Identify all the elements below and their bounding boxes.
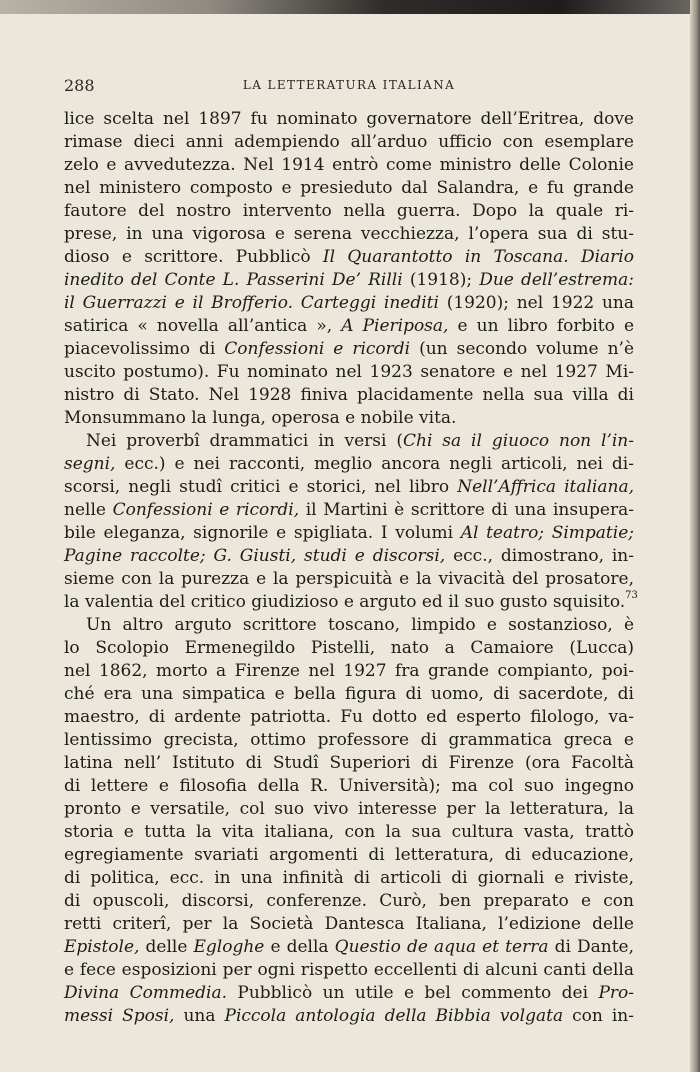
running-head: LA LETTERATURA ITALIANA <box>242 78 456 92</box>
text-segment: bile eleganza, signorile e spigliata. I volumi <box>64 523 461 543</box>
text-line <box>64 752 634 775</box>
page-right-edge <box>690 0 700 1072</box>
text-segment: pronto e versatile, col suo vivo interesse per la letteratura, la <box>64 799 634 819</box>
text-line <box>64 798 634 821</box>
text-line <box>64 844 634 867</box>
text-line <box>64 384 634 407</box>
text-segment: Nei proverbî drammatici in versi ( <box>86 431 403 451</box>
text-segment: una <box>174 1006 225 1026</box>
italic-text: Divina Commedia. <box>64 983 227 1003</box>
text-line <box>64 200 634 223</box>
text-segment: maestro, di ardente patriotta. Fu dotto ed esperto filologo, va- <box>64 707 634 727</box>
text-segment: (1918); <box>402 270 480 290</box>
text-segment: lice scelta nel 1897 fu nominato governatore dell’Eritrea, dove <box>64 109 634 129</box>
text-segment: ecc., dimostrano, in- <box>445 546 634 566</box>
text-line <box>64 269 634 292</box>
text-line <box>64 568 634 591</box>
italic-text: il Guerrazzi e il Brofferio. Carteggi inediti <box>64 293 439 313</box>
text-segment: (1920); nel 1922 una <box>438 293 634 313</box>
text-segment: dioso e scrittore. Pubblicò <box>64 247 323 267</box>
text-segment: nel ministero composto e presieduto dal Salandra, e fu grande <box>64 178 634 198</box>
body-text <box>64 108 638 1028</box>
text-segment: piacevolissimo di <box>64 339 225 359</box>
text-segment: con in- <box>563 1006 634 1026</box>
text-line <box>64 361 634 384</box>
text-segment: egregiamente svariati argomenti di letteratura, di educazione, <box>64 845 634 865</box>
text-segment: e un libro forbito e <box>448 316 634 336</box>
text-line <box>64 522 634 545</box>
footnote-marker: 73 <box>625 590 638 601</box>
text-segment: Un altro arguto scrittore toscano, limpido e sostanzioso, è <box>86 615 634 635</box>
text-line <box>64 913 634 936</box>
text-segment: delle <box>139 937 194 957</box>
text-segment: lo Scolopio Ermenegildo Pistelli, nato a Camaiore (Lucca) <box>64 638 634 658</box>
text-segment: zelo e avvedutezza. Nel 1914 entrò come ministro delle Colonie <box>64 155 634 175</box>
italic-text: A Pieriposa, <box>341 316 449 336</box>
text-segment: nistro di Stato. Nel 1928 finiva placidamente nella sua villa di <box>64 385 634 405</box>
text-segment: satirica « novella all’antica », <box>64 316 342 336</box>
text-segment: di lettere e filosofia della R. Università); ma col suo ingegno <box>64 776 634 796</box>
text-line <box>64 407 634 430</box>
text-line <box>64 706 634 729</box>
text-line <box>64 246 634 269</box>
text-segment: il Martini è scrittore di una insupera- <box>299 500 634 520</box>
text-line <box>64 430 634 453</box>
text-line <box>64 959 634 982</box>
text-line <box>64 338 634 361</box>
text-segment: nelle <box>64 500 113 520</box>
text-line <box>64 683 634 706</box>
text-segment: storia e tutta la vita italiana, con la sua cultura vasta, trattò <box>64 822 634 842</box>
text-segment: rimase dieci anni adempiendo all’arduo ufficio con esemplare <box>64 132 634 152</box>
italic-text: Confessioni e ricordi <box>224 339 411 359</box>
text-line <box>64 867 634 890</box>
italic-text: Al teatro; Simpatie; <box>460 523 634 543</box>
text-line <box>64 821 634 844</box>
text-line <box>64 499 634 522</box>
italic-text: Epistole, <box>64 937 140 957</box>
text-line <box>64 131 634 154</box>
text-line <box>64 729 634 752</box>
text-segment: sieme con la purezza e la perspicuità e la vivacità del prosatore, <box>64 569 634 589</box>
italic-text: Chi sa il giuoco non l’in- <box>402 431 634 451</box>
text-segment: di politica, ecc. in una infinità di articoli di giornali e riviste, <box>64 868 634 888</box>
text-segment: e della <box>264 937 335 957</box>
italic-text: Pagine raccolte; G. Giusti, studi e discorsi, <box>64 546 446 566</box>
text-segment: Monsummano la lunga, operosa e nobile vita. <box>64 408 457 428</box>
text-line <box>64 637 634 660</box>
text-line <box>64 476 634 499</box>
italic-text: segni, <box>64 454 116 474</box>
text-line <box>64 545 634 568</box>
text-segment: e fece esposizioni per ogni rispetto eccellenti di alcuni canti della <box>64 960 634 980</box>
text-segment: di Dante, <box>548 937 634 957</box>
text-segment: prese, in una vigorosa e serena vecchiezza, l’opera sua di stu- <box>64 224 634 244</box>
italic-text: Piccola antologia della Bibbia volgata <box>224 1006 564 1026</box>
italic-text: Pro- <box>598 983 634 1003</box>
page-header <box>64 76 634 94</box>
text-segment: di opuscoli, discorsi, conferenze. Curò, ben preparato e con <box>64 891 634 911</box>
text-line <box>64 590 638 614</box>
text-segment: retti criterî, per la Società Dantesca Italiana, l’edizione delle <box>64 914 634 934</box>
text-line <box>64 982 634 1005</box>
italic-text: messi Sposi, <box>64 1006 175 1026</box>
italic-text: Confessioni e ricordi, <box>112 500 300 520</box>
text-line <box>64 154 634 177</box>
italic-text: Questio de aqua et terra <box>334 937 549 957</box>
text-line <box>64 775 634 798</box>
page-number: 288 <box>64 76 95 95</box>
text-segment: la valentia del critico giudizioso e arguto ed il suo gusto squisito. <box>64 592 626 612</box>
text-segment: latina nell’ Istituto di Studî Superiori di Firenze (ora Facoltà <box>64 753 634 773</box>
text-segment: (un secondo volume n’è <box>410 339 634 359</box>
text-line <box>64 223 634 246</box>
italic-text: Egloghe <box>193 937 265 957</box>
text-line <box>64 177 634 200</box>
text-line <box>64 315 634 338</box>
text-segment: uscito postumo). Fu nominato nel 1923 senatore e nel 1927 Mi- <box>64 362 634 382</box>
text-line <box>64 453 634 476</box>
text-line <box>64 108 634 131</box>
italic-text: inedito del Conte L. Passerini De’ Rilli <box>64 270 403 290</box>
text-line <box>64 292 634 315</box>
italic-text: Il Quarantotto in Toscana. Diario <box>322 247 634 267</box>
text-segment: Pubblicò un utile e bel commento dei <box>227 983 599 1003</box>
text-segment: nel 1862, morto a Firenze nel 1927 fra grande compianto, poi- <box>64 661 634 681</box>
text-line <box>64 660 634 683</box>
text-segment: ché era una simpatica e bella figura di uomo, di sacerdote, di <box>64 684 634 704</box>
text-segment: fautore del nostro intervento nella guerra. Dopo la quale ri- <box>64 201 634 221</box>
text-line <box>64 936 634 959</box>
italic-text: Nell’Affrica italiana, <box>457 477 634 497</box>
text-line <box>64 614 634 637</box>
text-line <box>64 890 634 913</box>
text-line <box>64 1005 634 1028</box>
italic-text: Due dell’estrema: <box>479 270 634 290</box>
text-segment: ecc.) e nei racconti, meglio ancora negli articoli, nei di- <box>115 454 634 474</box>
text-segment: lentissimo grecista, ottimo professore di grammatica greca e <box>64 730 634 750</box>
text-segment: scorsi, negli studî critici e storici, nel libro <box>64 477 458 497</box>
